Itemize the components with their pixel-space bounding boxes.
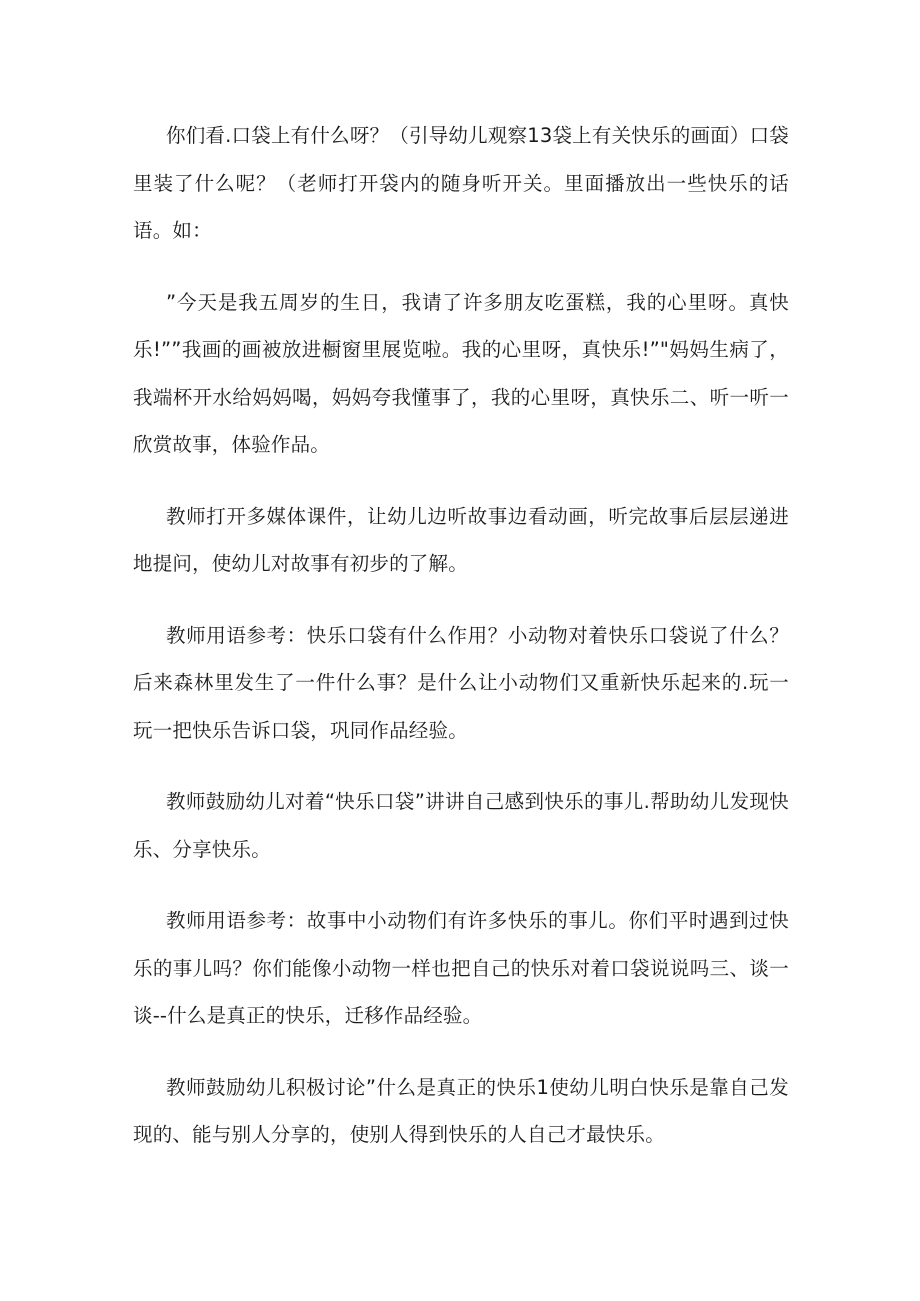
paragraph-share-happiness: 教师鼓励幼儿对着“快乐口袋”讲讲自己感到快乐的事儿.帮助幼儿发现快乐、分享快乐。	[133, 790, 789, 861]
paragraph-multimedia-story: 教师打开多媒体课件，让幼儿边听故事边看动画，听完故事后层层递进地提问，使幼儿对故事有初步的了解。	[133, 504, 789, 575]
paragraph-teacher-reference-2: 教师用语参考：故事中小动物们有许多快乐的事儿。你们平时遇到过快乐的事儿吗？你们能像小动物一样也把自己的快乐对着口袋说说吗三、谈一谈--什么是真正的快乐，迁移作品经验。	[133, 909, 789, 1027]
paragraph-teacher-reference-1: 教师用语参考：快乐口袋有什么作用？小动物对着快乐口袋说了什么？后来森林里发生了一件什么事？是什么让小动物们又重新快乐起来的.玩一玩一把快乐告诉口袋，巩同作品经验。	[133, 623, 789, 742]
document-page	[133, 112, 789, 1183]
paragraph-true-happiness: 教师鼓励幼儿积极讨论”什么是真正的快乐1使幼儿明白快乐是靠自己发现的、能与别人分享的，使别人得到快乐的人自己才最快乐。	[133, 1075, 789, 1146]
paragraph-intro-question: 你们看.口袋上有什么呀？（引导幼儿观察13袋上有关快乐的画面）口袋里装了什么呢？（老师打开袋内的随身听开关。里面播放出一些快乐的话语。如：	[133, 124, 789, 242]
paragraph-happy-phrases: ”今天是我五周岁的生日，我请了许多朋友吃蛋糕，我的心里呀。真快乐!””我画的画被放进橱窗里展览啦。我的心里呀，真快乐!”"妈妈生病了，我端杯开水给妈妈喝，妈妈夸我懂事了，我的心里呀，真快乐二、听一听一欣赏故事，体验作品。	[133, 290, 789, 456]
